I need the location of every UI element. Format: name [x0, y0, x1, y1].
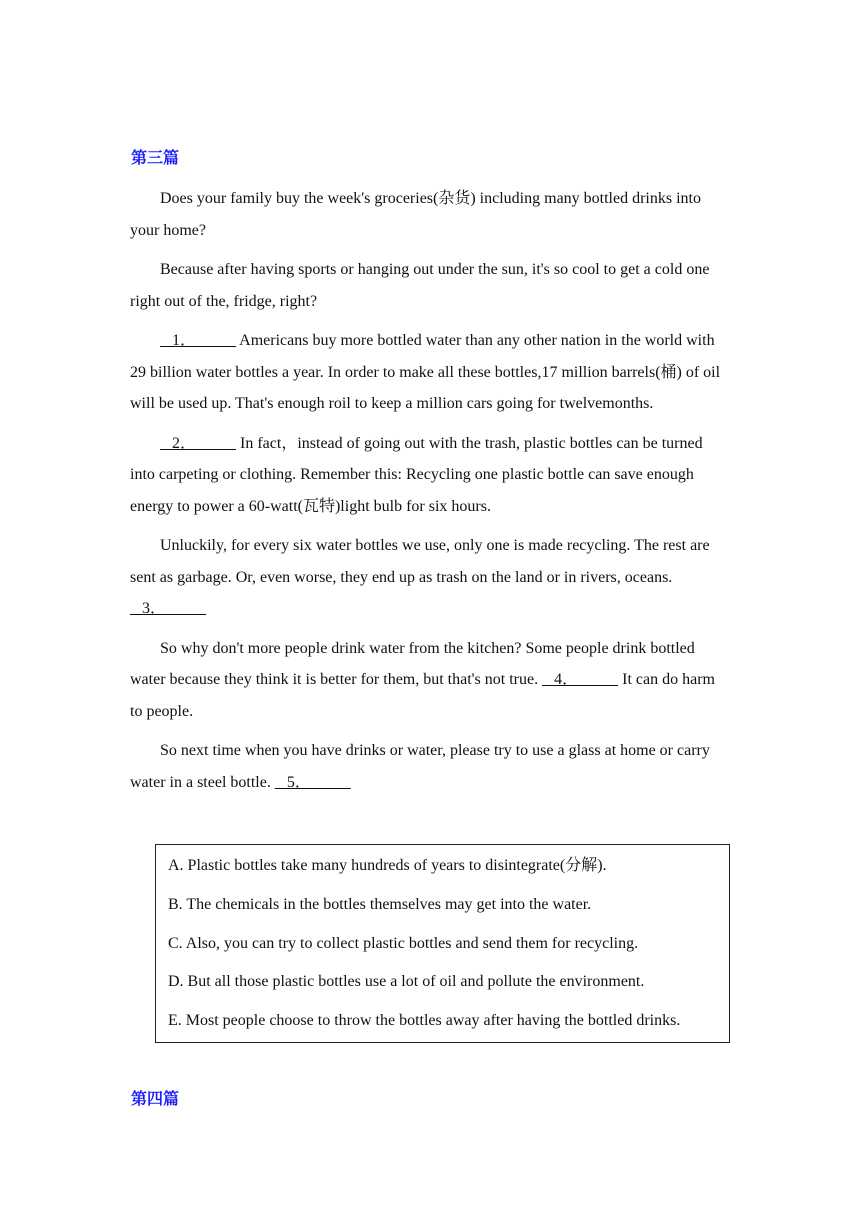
paragraph-3-text: Americans buy more bottled water than any other nation in the world with 29 billion water bottles a year. In order to make all these bottles,17 million barrels(桶) of oil will be used up. That's enough roil to keep a million cars going for twelvemonths.	[130, 332, 721, 412]
paragraph-5	[130, 530, 730, 625]
option-c: C. Also, you can try to collect plastic bottles and send them for recycling.	[168, 934, 639, 952]
option-b: B. The chemicals in the bottles themselves may get into the water.	[168, 895, 592, 913]
paragraph-4	[130, 428, 730, 523]
paragraph-5-text: Unluckily, for every six water bottles we use, only one is made recycling. The rest are sent as garbage. Or, even worse, they end up as trash on the land or in rivers, oceans.	[130, 537, 710, 586]
blank-3[interactable]: 3．	[130, 600, 207, 617]
paragraph-7-text: So next time when you have drinks or water, please try to use a glass at home or carry water in a steel bottle.	[130, 742, 710, 791]
paragraph-6-text: So why don't more people drink water from the kitchen? Some people drink bottled water because they think it is better for them, but that's not true.	[130, 639, 695, 688]
paragraph-6-tail: It can do harm to people.	[130, 671, 715, 720]
blank-1[interactable]: 1．	[160, 332, 237, 349]
passage-body	[130, 183, 730, 806]
section-heading-3: 第三篇	[131, 148, 180, 167]
paragraph-6	[130, 633, 730, 728]
paragraph-3	[130, 325, 730, 420]
option-d: D. But all those plastic bottles use a lot of oil and pollute the environment.	[168, 973, 645, 991]
blank-4[interactable]: 4．	[542, 671, 619, 688]
option-e: E. Most people choose to throw the bottles away after having the bottled drinks.	[168, 1012, 681, 1030]
options-box	[155, 844, 730, 1043]
blank-2[interactable]: 2．	[160, 434, 237, 452]
paragraph-4-text: In fact，instead of going out with the trash, plastic bottles can be turned into carpeting or clothing. Remember this: Recycling one plastic bottle can save enough energy to power a 60-watt(瓦特)light bulb for six hours.	[130, 434, 703, 515]
paragraph-7	[130, 735, 730, 798]
option-a: A. Plastic bottles take many hundreds of years to disintegrate(分解).	[168, 857, 607, 874]
paragraph-2: Because after having sports or hanging out under the sun, it's so cool to get a cold one right out of the, fridge, right?	[130, 261, 710, 310]
paragraph-1: Does your family buy the week's groceries(杂货) including many bottled drinks into your home?	[130, 190, 701, 239]
blank-5[interactable]: 5．	[274, 773, 351, 791]
section-heading-4: 第四篇	[131, 1089, 180, 1108]
